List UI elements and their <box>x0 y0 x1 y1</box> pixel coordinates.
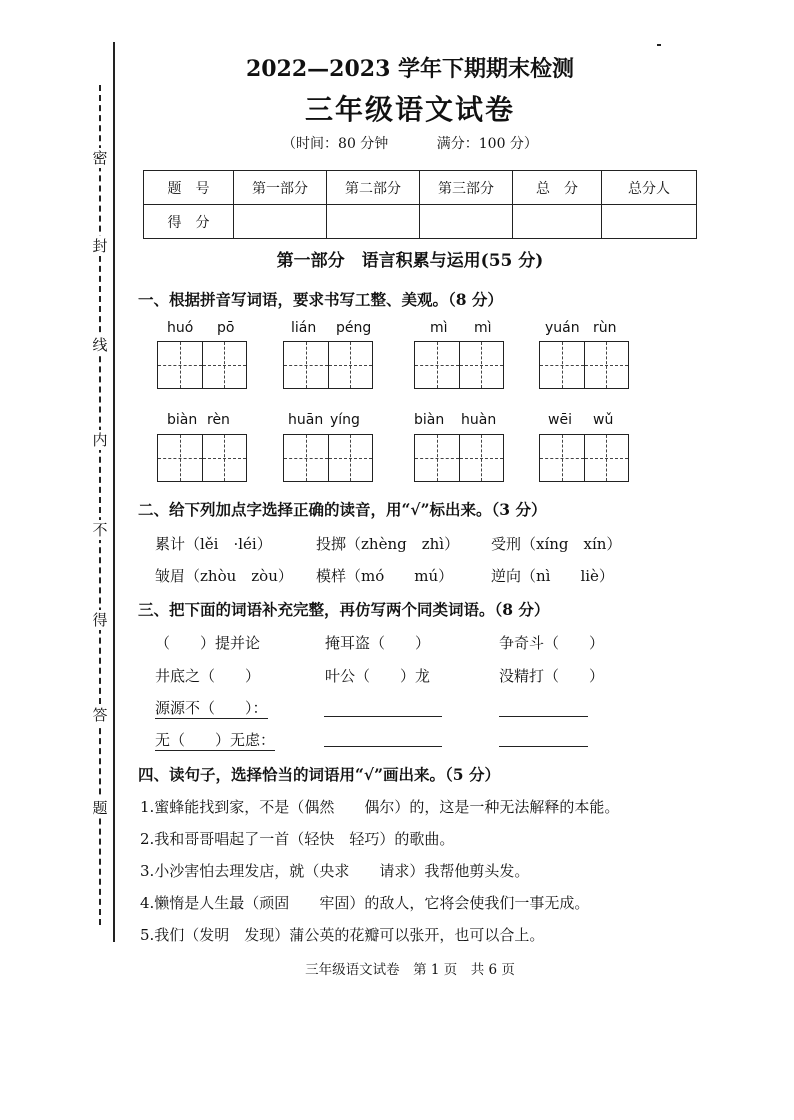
idiom-fill[interactable]: 争奇斗（ ） <box>499 634 605 652</box>
binding-char: 密 <box>88 148 112 168</box>
pinyin: huān <box>288 412 324 428</box>
pinyin: biàn <box>167 412 198 428</box>
pinyin: lián <box>291 320 317 336</box>
answer-blank-line[interactable] <box>499 746 588 747</box>
binding-char: 线 <box>88 335 112 355</box>
binding-char: 答 <box>88 705 112 725</box>
pronunciation-option[interactable]: 皱眉（zhòu zòu） <box>155 567 293 585</box>
score-info: 满分：100 分） <box>436 136 538 152</box>
binding-char: 不 <box>88 520 112 540</box>
score-table-header-row <box>144 171 697 205</box>
pronunciation-option[interactable]: 受刑（xíng xín） <box>491 535 622 553</box>
time-info: （时间：80 分钟 <box>282 136 389 152</box>
score-input-cell[interactable] <box>327 205 420 239</box>
scan-mark <box>657 44 661 46</box>
exam-subtitle: 三年级语文试卷 <box>304 93 515 126</box>
writing-grid[interactable] <box>414 341 504 389</box>
writing-grid[interactable] <box>283 341 373 389</box>
writing-grid[interactable] <box>157 341 247 389</box>
binding-char: 内 <box>88 430 112 450</box>
idiom-fill[interactable]: （ ）提并论 <box>155 634 261 652</box>
score-table-cell: 总 分 <box>513 171 602 205</box>
exam-info <box>150 133 670 153</box>
binding-char: 封 <box>88 236 112 256</box>
answer-blank-line[interactable] <box>324 746 442 747</box>
pronunciation-option[interactable]: 投掷（zhèng zhì） <box>316 535 460 553</box>
writing-grid[interactable] <box>414 434 504 482</box>
pinyin: mì <box>430 320 448 336</box>
writing-grid[interactable] <box>157 434 247 482</box>
question-title: 一、根据拼音写词语，要求书写工整、美观。（8 分） <box>138 290 503 309</box>
page-footer: 三年级语文试卷 第 1 页 共 6 页 <box>305 962 515 978</box>
binding-solid-line <box>113 42 115 942</box>
pronunciation-option[interactable]: 累计（lěi ·léi） <box>155 535 272 553</box>
score-input-cell[interactable] <box>234 205 327 239</box>
question-title: 三、把下面的词语补充完整，再仿写两个同类词语。（8 分） <box>138 600 550 619</box>
idiom-fill[interactable]: 无（ ）无虑： <box>155 731 276 749</box>
idiom-fill[interactable]: 没精打（ ） <box>499 667 605 685</box>
score-table-cell: 第三部分 <box>420 171 513 205</box>
pinyin: rùn <box>593 320 617 336</box>
idiom-fill[interactable]: 井底之（ ） <box>155 667 261 685</box>
score-input-cell[interactable] <box>513 205 602 239</box>
score-input-cell[interactable] <box>602 205 697 239</box>
pinyin: yíng <box>330 412 360 428</box>
answer-blank-line[interactable] <box>324 716 442 717</box>
score-table-score-row <box>144 205 697 239</box>
pinyin: péng <box>336 320 372 336</box>
idiom-fill[interactable]: 叶公（ ）龙 <box>325 667 431 685</box>
binding-char: 题 <box>88 798 112 818</box>
pinyin: yuán <box>545 320 580 336</box>
answer-blank-line[interactable] <box>499 716 588 717</box>
score-table-cell: 得 分 <box>144 205 234 239</box>
sentence-item[interactable]: 1.蜜蜂能找到家，不是（偶然 偶尔）的，这是一种无法解释的本能。 <box>140 798 620 816</box>
pinyin: pō <box>217 320 235 336</box>
question-title: 四、读句子，选择恰当的词语用“√”画出来。（5 分） <box>138 765 500 784</box>
binding-char: 得 <box>88 610 112 630</box>
exam-title: 2022—2023 学年下期期末检测 <box>245 56 575 82</box>
pinyin: biàn <box>414 412 445 428</box>
idiom-fill[interactable]: 源源不（ ）： <box>155 699 268 717</box>
pronunciation-option[interactable]: 模样（mó mú） <box>316 567 454 585</box>
score-table-cell: 第一部分 <box>234 171 327 205</box>
sentence-item[interactable]: 2.我和哥哥唱起了一首（轻快 轻巧）的歌曲。 <box>140 830 455 848</box>
sentence-item[interactable]: 3.小沙害怕去理发店，就（央求 请求）我帮他剪头发。 <box>140 862 530 880</box>
score-table-cell: 总分人 <box>602 171 697 205</box>
pinyin: wǔ <box>593 412 614 428</box>
pinyin: rèn <box>207 412 230 428</box>
pinyin: mì <box>474 320 492 336</box>
pinyin: huàn <box>461 412 497 428</box>
score-table-cell: 题 号 <box>144 171 234 205</box>
question-title: 二、给下列加点字选择正确的读音，用“√”标出来。（3 分） <box>138 500 547 519</box>
sentence-item[interactable]: 5.我们（发明 发现）蒲公英的花瓣可以张开，也可以合上。 <box>140 926 545 944</box>
sentence-item[interactable]: 4.懒惰是人生最（顽固 牢固）的敌人，它将会使我们一事无成。 <box>140 894 590 912</box>
idiom-fill[interactable]: 掩耳盗（ ） <box>325 634 431 652</box>
writing-grid[interactable] <box>283 434 373 482</box>
part-title: 第一部分 语言积累与运用(55 分) <box>276 251 544 271</box>
score-input-cell[interactable] <box>420 205 513 239</box>
pinyin: wēi <box>548 412 572 428</box>
pronunciation-option[interactable]: 逆向（nì liè） <box>491 567 614 585</box>
score-table <box>143 170 697 239</box>
score-table-cell: 第二部分 <box>327 171 420 205</box>
writing-grid[interactable] <box>539 434 629 482</box>
writing-grid[interactable] <box>539 341 629 389</box>
pinyin: huó <box>167 320 194 336</box>
